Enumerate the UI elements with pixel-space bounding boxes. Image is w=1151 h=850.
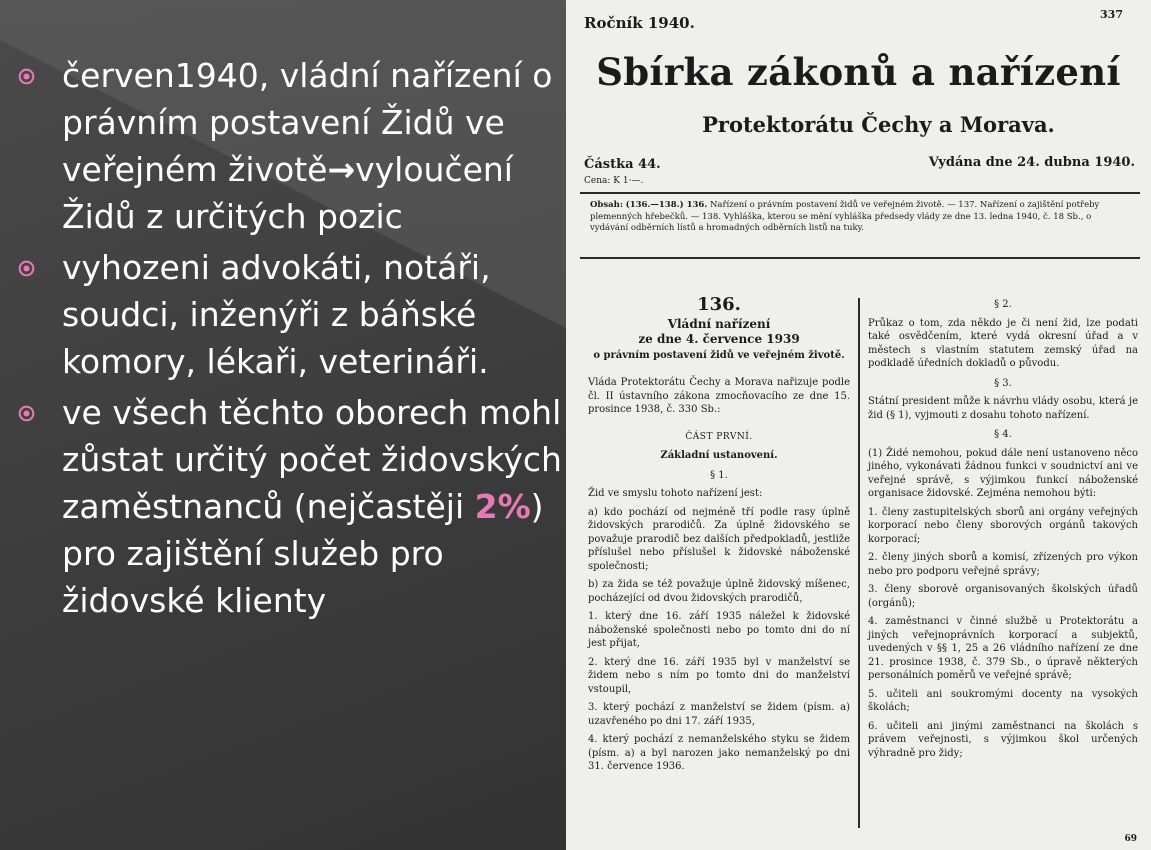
paragraph: Státní president může k návrhu vlády osobu, která je žid (§ 1), vyjmouti z dosahu tohoto nařízení. <box>868 396 1138 421</box>
section-heading: Základní ustanovení. <box>660 450 778 461</box>
document-title: Sbírka zákonů a nařízení <box>596 50 1121 94</box>
bullet-item <box>18 389 563 624</box>
document-subtitle: Protektorátu Čechy a Morava. <box>702 112 1055 137</box>
paragraph: a) kdo pochází od nejméně tří podle rasy úplně židovských prarodičů. Za úplně židovského se považuje prarodič bez dalších předpokladů, jestliže příslušel nebo příslušel k židovské náboženské společnosti; <box>588 506 850 572</box>
paragraph: 6. učiteli ani jinými zaměstnanci na školách s právem veřejnosti, s výjimkou škol určených výhradně pro židy; <box>868 720 1138 759</box>
paragraph: Žid ve smyslu tohoto nařízení jest: <box>588 488 763 499</box>
document-right-column <box>868 298 1138 765</box>
paragraph: 4. který pochází z nemanželského styku se židem (písm. a) a byl narozen jako nemanželský po dni 31. července 1936. <box>588 734 850 772</box>
paragraph: 5. učiteli ani soukromými docenty na vysokých školách; <box>868 688 1138 713</box>
part-heading: ČÁST PRVNÍ. <box>685 431 753 442</box>
bullet-item <box>18 52 563 240</box>
divider <box>580 257 1140 259</box>
document-part: Částka 44. <box>584 157 661 172</box>
circle-bullet-icon <box>18 260 35 277</box>
bullet-text: vyhozeni advokáti, notáři, soudci, inženýři z báňské komory, lékaři, veterináři. <box>62 248 491 381</box>
paragraph: 4. zaměstnanci v činné službě u Protektorátu a jiných veřejnoprávních korporací a subjektů, uvedených v §§ 1, 25 a 26 vládního nařízení ze dne 21. prosince 1938, č. 379 Sb., o úpravě některých personálních poměrů ve veřejné správě; <box>868 616 1138 681</box>
circle-bullet-icon <box>18 68 35 85</box>
paragraph: 2. který dne 16. září 1935 byl v manželství se židem nebo s ním po tomto dni do manželství vstoupil, <box>588 656 850 695</box>
section-number: § 3. <box>994 377 1012 389</box>
paragraph: 2. členy jiných sborů a komisí, zřízených pro výkon nebo pro podporu veřejné správy; <box>868 552 1138 577</box>
contents-label: Obsah: <box>590 200 623 210</box>
circle-bullet-icon <box>18 405 35 422</box>
bullet-text: ) pro zajištění služeb pro židovské klienty <box>62 487 544 620</box>
law-number: 136. <box>697 294 741 315</box>
law-date: ze dne 4. července 1939 <box>638 332 800 346</box>
arrow-symbol: → <box>327 150 356 189</box>
bullet-text: červen1940, vládní nařízení o právním postavení Židů ve veřejném životě <box>62 56 553 189</box>
contents-text: Nařízení o právním postavení židů ve veřejném životě. — 137. Nařízení o zajištění potřeby plemenných hřebečků. — 138. Vyhláška, kterou se mění vyhláška předsedy vlády ze dne 13. ledna 1940, č. 18 Sb., o vydávání odběrních lístů a hromadných odběrních listů na tuky. <box>590 200 1100 233</box>
paragraph: 1. který dne 16. září 1935 náležel k židovské náboženské společnosti nebo po tomto dni do ní jest přijat, <box>588 611 850 649</box>
document-footer-number: 69 <box>1124 834 1137 844</box>
contents-refs: (136.—138.) 136. <box>625 200 708 210</box>
bullet-list <box>18 52 563 628</box>
section-number: § 2. <box>994 299 1012 310</box>
document-price: Cena: K 1·—. <box>584 176 644 186</box>
bullet-item <box>18 244 563 385</box>
paragraph: 3. který pochází z manželství se židem (písm. a) uzavřeného po dni 17. září 1935, <box>588 702 850 727</box>
law-kind: Vládní nařízení <box>667 316 771 331</box>
document-page-number: 337 <box>1100 8 1123 21</box>
bullet-text: ve všech těchto oborech mohl zůstat určitý počet židovských zaměstnanců (nejčastěji <box>62 393 562 526</box>
divider <box>580 192 1140 194</box>
document-year: Ročník 1940. <box>584 14 695 32</box>
law-about: o právním postavení židů ve veřejném životě. <box>593 349 845 361</box>
document-contents <box>590 200 1130 235</box>
law-preamble: Vláda Protektorátu Čechy a Morava nařizuje podle čl. II ústavního zákona zmocňovacího ze dne 15. prosince 1938, č. 330 Sb.: <box>588 377 850 415</box>
paragraph: b) za žida se též považuje úplně židovský míšenec, pocházející od dvou židovských prarodičů, <box>588 579 850 604</box>
scanned-document <box>566 0 1151 850</box>
paragraph: 1. členy zastupitelských sborů ani orgány veřejných korporací nebo členy sborových orgánů takových korporací; <box>868 506 1138 545</box>
paragraph: 3. členy sborově organisovaných školských úřadů (orgánů); <box>868 584 1138 609</box>
bullet-text: vyloučení Židů z určitých pozic <box>62 150 513 236</box>
section-number: § 1. <box>710 469 728 481</box>
highlight-percentage: 2% <box>474 487 531 526</box>
paragraph: (1) Židé nemohou, pokud dále není ustanoveno něco jiného, vykonávati žádnou funkci v soudnictví ani ve veřejné správě, s výjimkou funkcí náboženské organisace židovské. Zejména nemohou býti: <box>868 447 1138 499</box>
column-divider <box>858 298 860 828</box>
document-left-column <box>588 294 850 779</box>
paragraph: Průkaz o tom, zda někdo je či není žid, lze podati také osvědčením, které vydá okresní úřad a v městech s vlastním statutem zemský úřad na podkladě úředních dokladů o původu. <box>868 317 1138 369</box>
section-number: § 4. <box>994 429 1012 440</box>
document-issued-date: Vydána dne 24. dubna 1940. <box>928 155 1135 170</box>
